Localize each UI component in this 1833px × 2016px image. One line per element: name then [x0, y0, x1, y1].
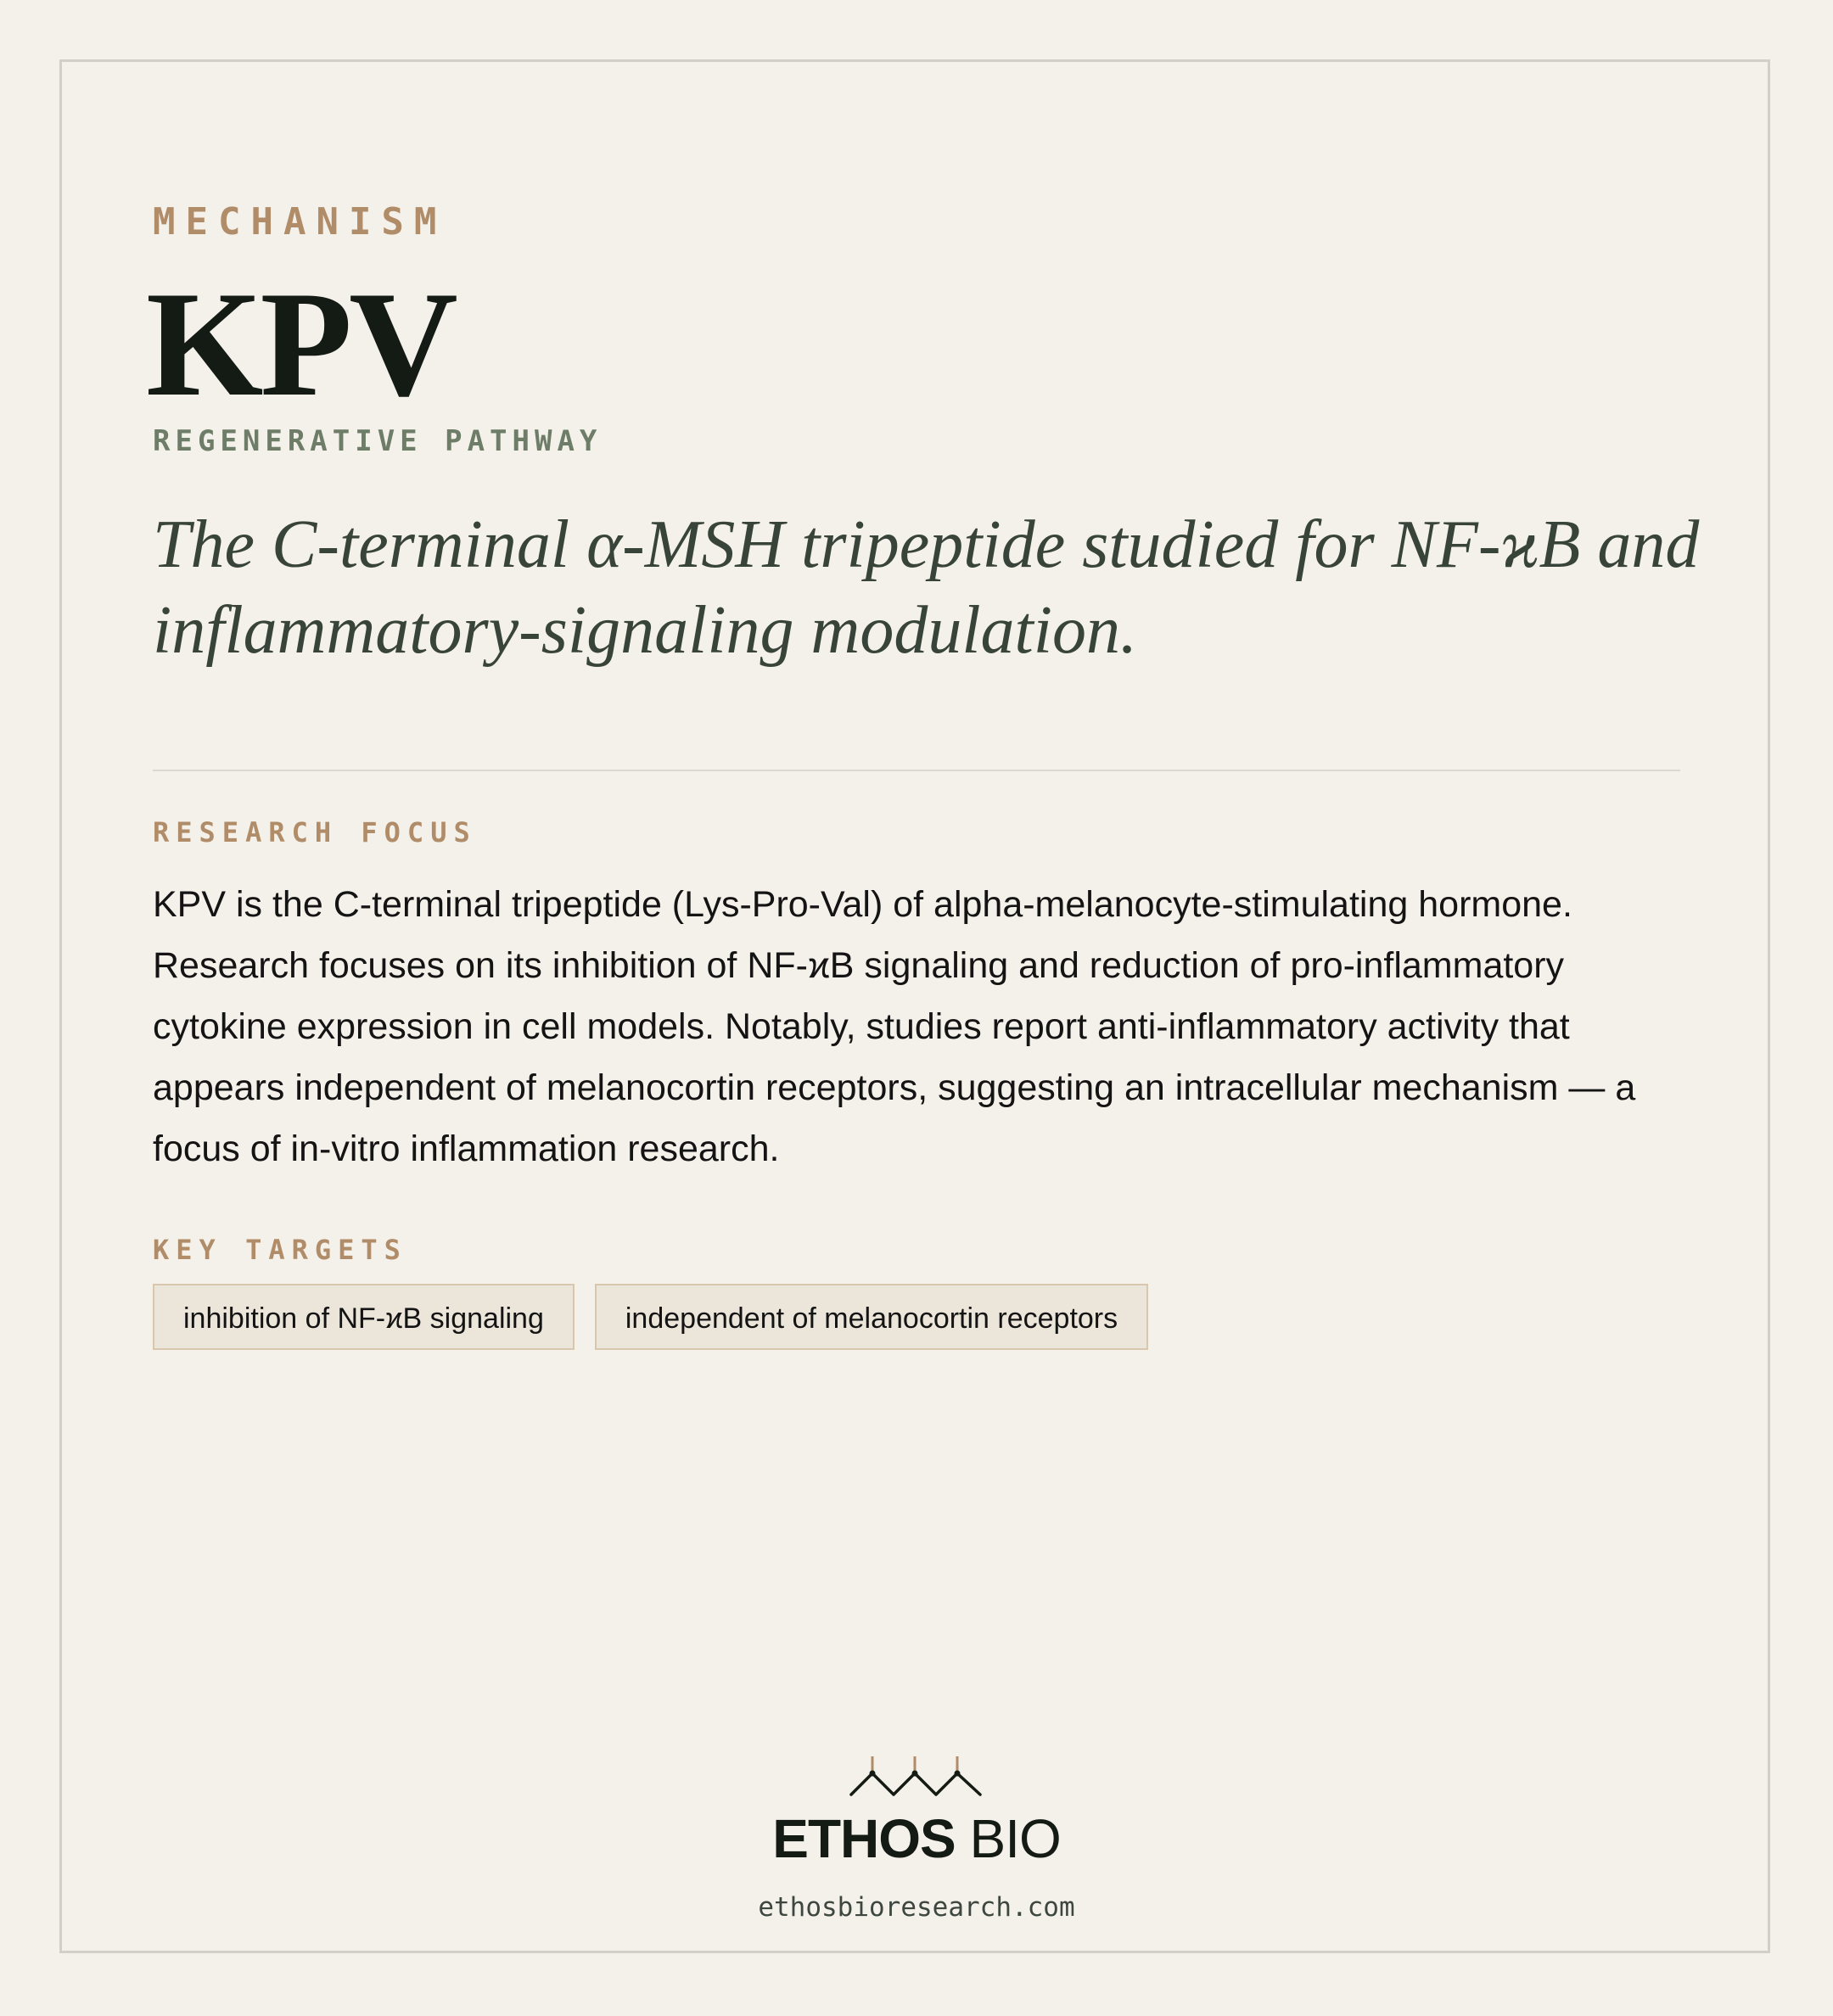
website-url: ethosbioresearch.com	[758, 1892, 1075, 1923]
target-chip: inhibition of NF-ϰB signaling	[153, 1284, 575, 1350]
divider	[153, 770, 1680, 771]
tagline: The C-terminal α-MSH tripeptide studied for NF-ϰB and inflammatory-signaling modulation.	[153, 507, 1700, 668]
molecule-zigzag-icon	[849, 1756, 984, 1799]
page-title: KPV	[146, 260, 455, 428]
key-targets-label: KEY TARGETS	[153, 1234, 407, 1266]
subtitle: REGENERATIVE PATHWAY	[153, 424, 603, 458]
target-chip: independent of melanocortin receptors	[595, 1284, 1148, 1350]
brand-wordmark	[0, 1807, 1833, 1870]
research-focus-body: KPV is the C-terminal tripeptide (Lys-Pro-Val) of alpha-melanocyte-stimulating hormone. Research focuses on its inhibition of NF-ϰB signaling and reduction of pro-inflammatory cytokine expression in cell models. Notably, studies report anti-inflammatory activity that appears independent of melanocortin receptors, suggesting an intracellular mechanism — a focus of in-vitro inflammation research.	[153, 884, 1636, 1169]
eyebrow-label: MECHANISM	[153, 200, 447, 244]
brand-name-bold: ETHOS	[772, 1808, 956, 1869]
key-targets-list	[153, 1284, 1148, 1350]
brand-name-light: BIO	[969, 1808, 1061, 1869]
research-focus-label: RESEARCH FOCUS	[153, 816, 477, 848]
